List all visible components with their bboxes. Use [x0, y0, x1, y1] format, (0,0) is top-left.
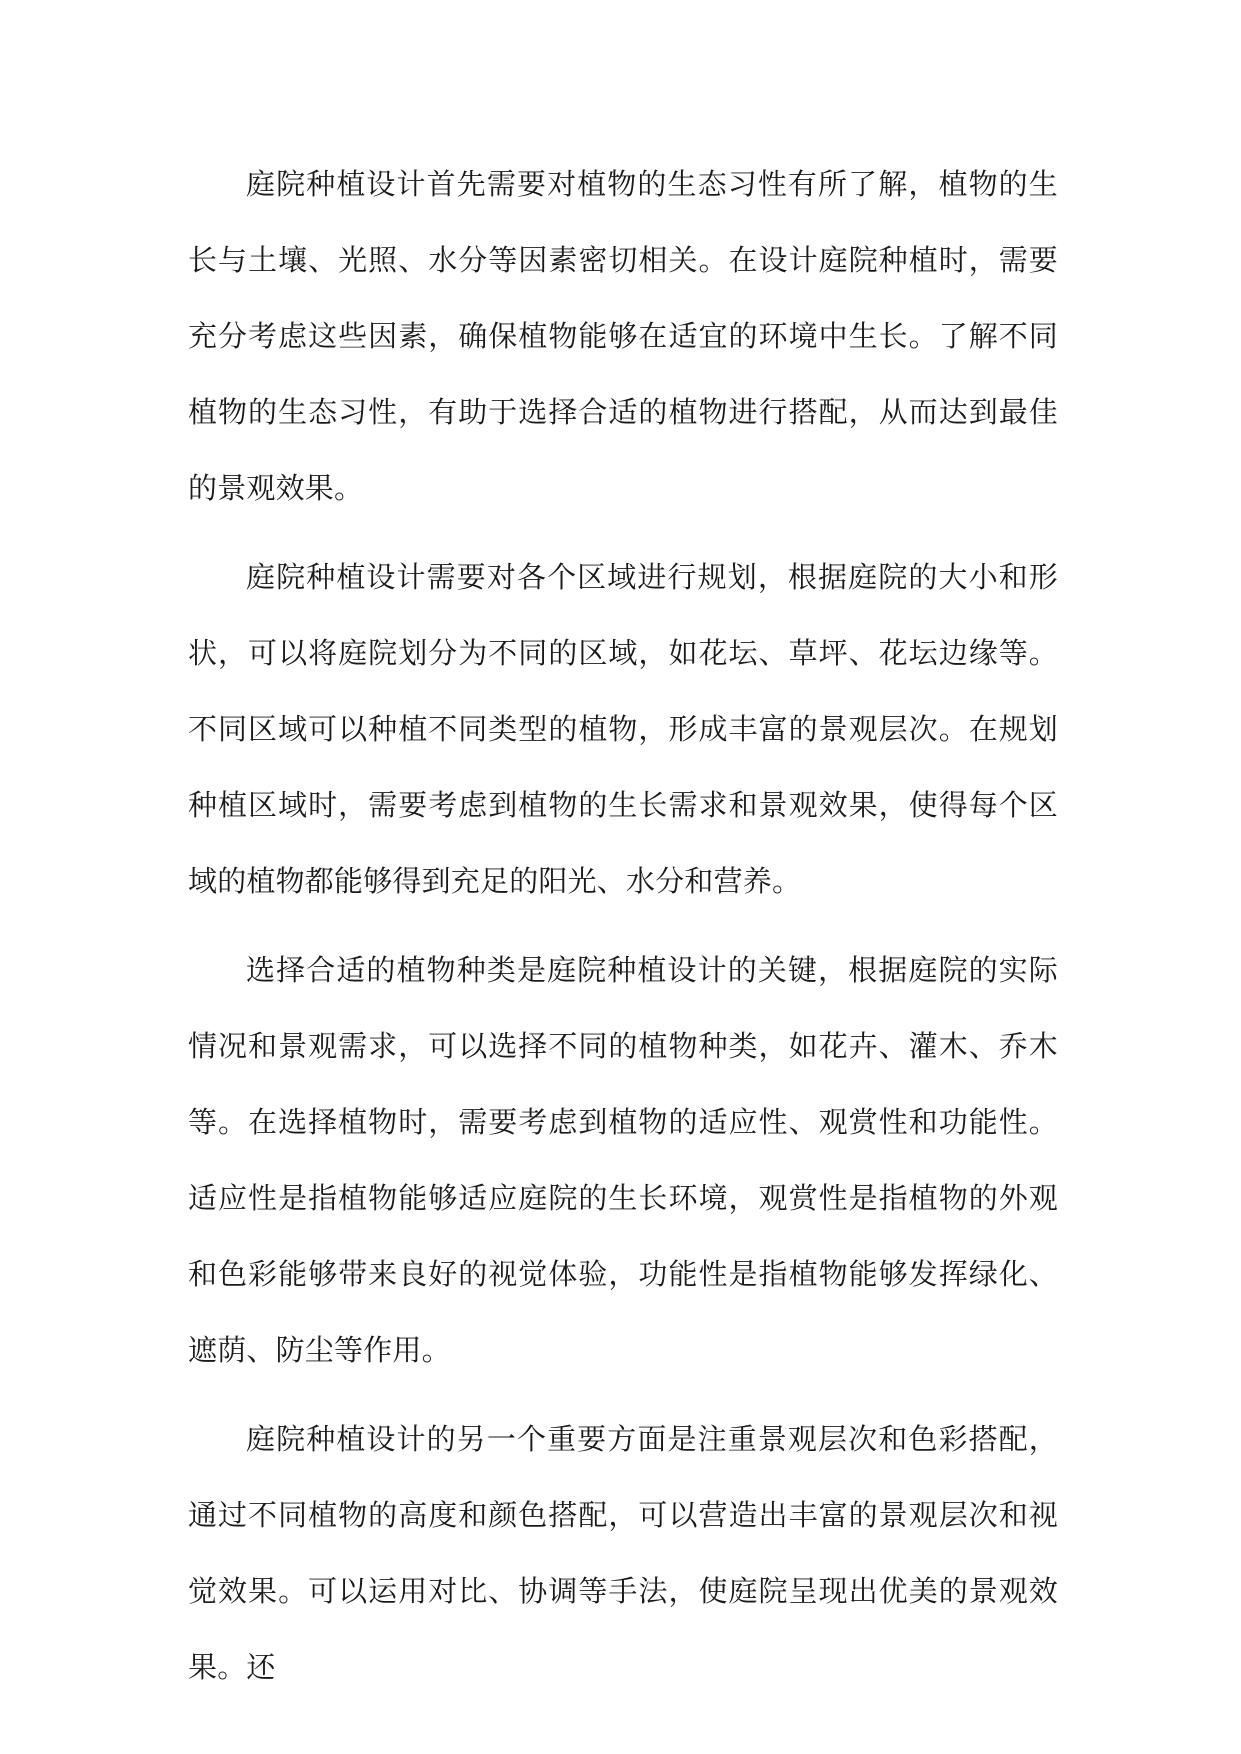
paragraph-ecology: 庭院种植设计首先需要对植物的生态习性有所了解，植物的生长与土壤、光照、水分等因素密切相关。在设计庭院种植时，需要充分考虑这些因素，确保植物能够在适宜的环境中生长。了解不同植物的生态习性，有助于选择合适的植物进行搭配，从而达到最佳的景观效果。 [188, 167, 1058, 505]
document-body [188, 146, 1058, 1718]
paragraph-layering-color: 庭院种植设计的另一个重要方面是注重景观层次和色彩搭配，通过不同植物的高度和颜色搭配，可以营造出丰富的景观层次和视觉效果。可以运用对比、协调等手法，使庭院呈现出优美的景观效果。还 [188, 1422, 1058, 1684]
paragraph-zoning: 庭院种植设计需要对各个区域进行规划，根据庭院的大小和形状，可以将庭院划分为不同的区域，如花坛、草坪、花坛边缘等。不同区域可以种植不同类型的植物，形成丰富的景观层次。在规划种植区域时，需要考虑到植物的生长需求和景观效果，使得每个区域的植物都能够得到充足的阳光、水分和营养。 [188, 560, 1058, 898]
paragraph-plant-selection: 选择合适的植物种类是庭院种植设计的关键，根据庭院的实际情况和景观需求，可以选择不同的植物种类，如花卉、灌木、乔木等。在选择植物时，需要考虑到植物的适应性、观赏性和功能性。适应性是指植物能够适应庭院的生长环境，观赏性是指植物的外观和色彩能够带来良好的视觉体验，功能性是指植物能够发挥绿化、遮荫、防尘等作用。 [188, 953, 1058, 1367]
